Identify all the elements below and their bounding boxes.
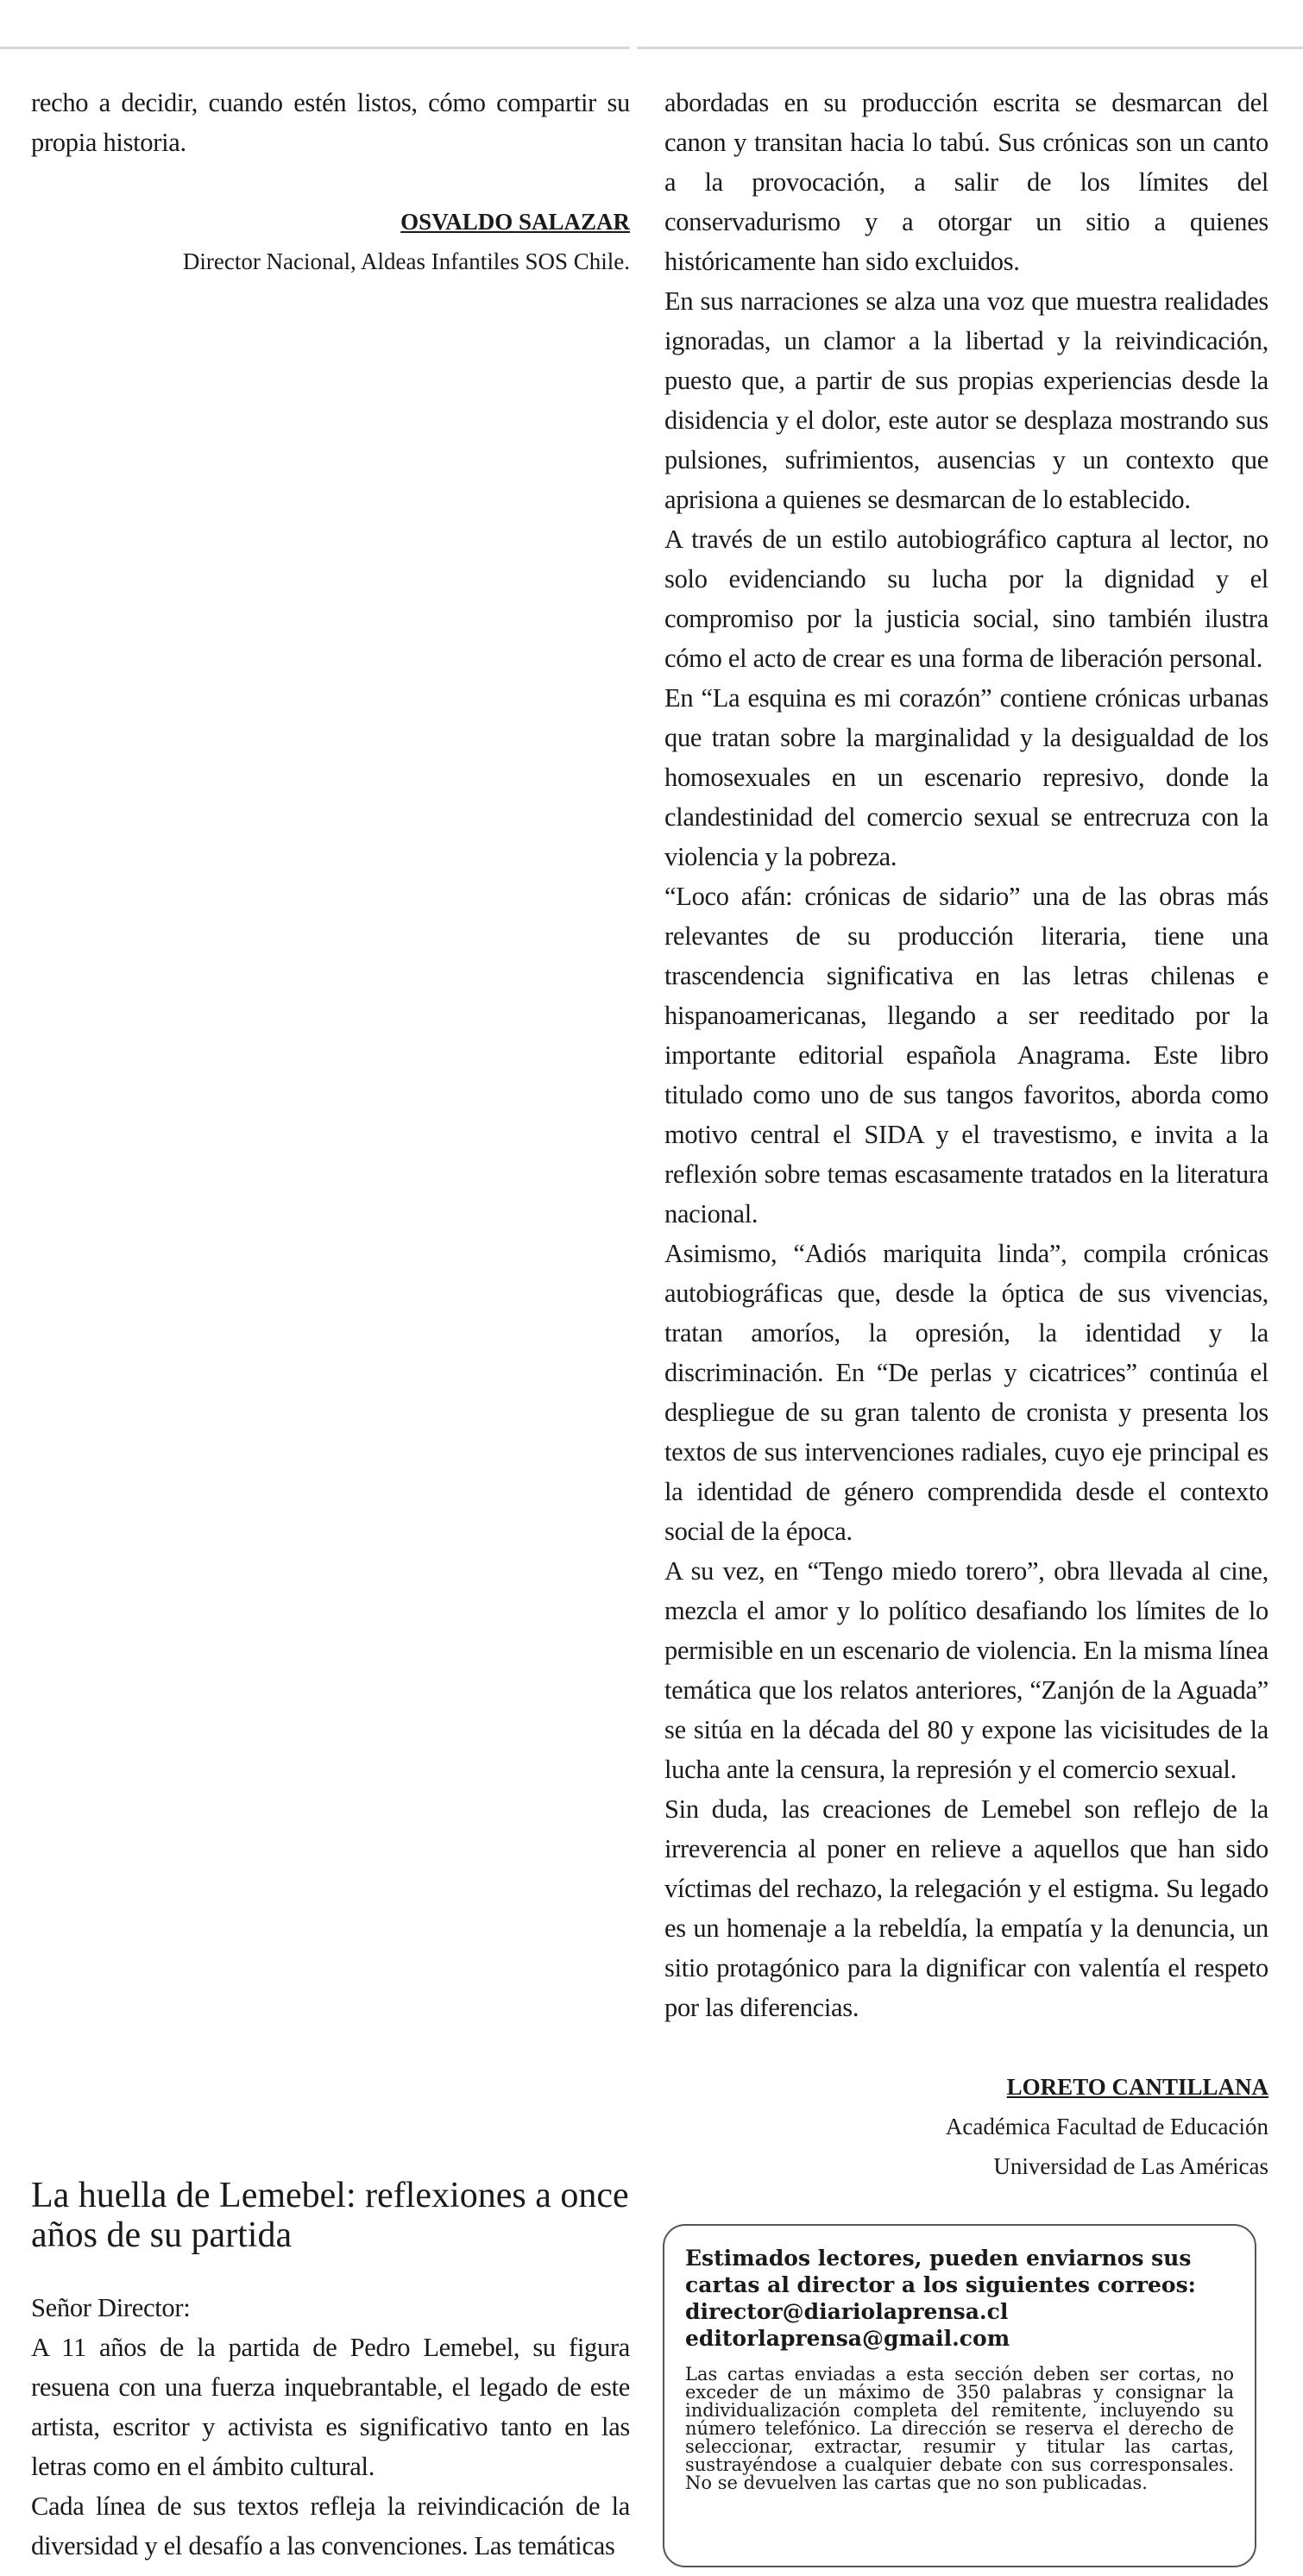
article-paragraph: Cada línea de sus textos refleja la reivindicación de la diversidad y el desafío a las convenciones. Las temáticas <box>31 2491 630 2560</box>
top-rule-left <box>0 47 630 49</box>
article-paragraph: En sus narraciones se alza una voz que muestra realidades ignoradas, un clamor a la libertad y la reivindicación, puesto que, a partir de sus propias experiencias desde la disidencia y el dolor, este autor se desplaza mostrando sus pulsiones, sufrimientos, ausencias y un contexto que aprisiona a quienes se desmarcan de lo establecido. <box>664 286 1268 514</box>
article-paragraph: abordadas en su producción escrita se desmarcan del canon y transitan hacia lo tabú. Sus crónicas son un canto a la provocación, a salir de los límites del conservadurismo y a otorgar un sitio a quienes históricamente han sido excluidos. <box>664 88 1268 276</box>
previous-letter-signature-name: OSVALDO SALAZAR <box>400 209 630 235</box>
previous-letter-paragraph: recho a decidir, cuando estén listos, cómo compartir su propia historia. <box>31 88 630 157</box>
previous-letter-end <box>31 83 630 281</box>
article-signature-name: LORETO CANTILLANA <box>1006 2074 1268 2100</box>
article-paragraph: Asimismo, “Adiós mariquita linda”, compila crónicas autobiográficas que, desde la óptica de sus vivencias, tratan amoríos, la opresión, la identidad y la discriminación. En “De perlas y cicatrices” continúa el despliegue de su gran talento de cronista y presenta los textos de sus intervenciones radiales, cuyo eje principal es la identidad de género comprendida desde el contexto social de la época. <box>664 1239 1268 1546</box>
article-paragraph: “Loco afán: crónicas de sidario” una de las obras más relevantes de su producción literaria, tiene una trascendencia significativa en las letras chilenas e hispanoamericanas, llegando a ser reeditado por la importante editorial española Anagrama. Este libro titulado como uno de sus tangos favoritos, aborda como motivo central el SIDA y el travestismo, e invita a la reflexión sobre temas escasamente tratados en la literatura nacional. <box>664 882 1268 1228</box>
previous-letter-signature-role: Director Nacional, Aldeas Infantiles SOS Chile. <box>182 248 630 274</box>
article-headline: La huella de Lemebel: reflexiones a once años de su partida <box>31 2176 629 2255</box>
article-signature-institution: Universidad de Las Américas <box>993 2153 1268 2179</box>
article-paragraph: Sin duda, las creaciones de Lemebel son reflejo de la irreverencia al poner en relieve a aquellos que han sido víctimas del rechazo, la relegación y el estigma. Su legado es un homenaje a la rebeldía, la empatía y la denuncia, un sitio protagónico para la dignificar con valentía el respeto por las diferencias. <box>664 1794 1268 2022</box>
article-paragraph: A través de un estilo autobiográfico captura al lector, no solo evidenciando su lucha por la dignidad y el compromiso por la justicia social, sino también ilustra cómo el acto de crear es una forma de liberación personal. <box>664 525 1268 673</box>
notice-body: Las cartas enviadas a esta sección deben ser cortas, no exceder de un máximo de 350 palabras y consignar la individualización completa del remitente, incluyendo su número telefónico. La dirección se reserva el derecho de seleccionar, extractar, resumir y titular las cartas, sustrayéndose a cualquier debate con sus corresponsales. No se devuelven las cartas que no son publicadas. <box>685 2364 1234 2493</box>
article-paragraph: A 11 años de la partida de Pedro Lemebel, su figura resuena con una fuerza inquebrantable, el legado de este artista, escritor y activista es significativo tanto en las letras como en el ámbito cultural. <box>31 2333 630 2481</box>
article-signature-role: Académica Facultad de Educación <box>945 2114 1268 2139</box>
article-paragraph: A su vez, en “Tengo miedo torero”, obra llevada al cine, mezcla el amor y lo político desafiando los límites de lo permisible en un escenario de violencia. En la misma línea temática que los relatos anteriores, “Zanjón de la Aguada” se sitúa en la década del 80 y expone las vicisitudes de la lucha ante la censura, la represión y el comercio sexual. <box>664 1556 1268 1784</box>
article-paragraph: En “La esquina es mi corazón” contiene crónicas urbanas que tratan sobre la marginalidad y la desigualdad de los homosexuales en un escenario represivo, donde la clandestinidad del comercio sexual se entrecruza con la violencia y la pobreza. <box>664 683 1268 871</box>
notice-email-director[interactable]: director@diariolaprensa.cl <box>685 2299 1009 2324</box>
article-salutation: Señor Director: <box>31 2293 191 2322</box>
article-left-column <box>31 2176 630 2566</box>
notice-email-editor[interactable]: editorlaprensa@gmail.com <box>685 2326 1010 2351</box>
top-rule-right <box>637 47 1303 49</box>
notice-heading: Estimados lectores, pueden enviarnos sus cartas al director a los siguientes correos: <box>685 2246 1196 2297</box>
reader-notice-box <box>663 2224 1256 2567</box>
article-right-column <box>664 83 1268 2186</box>
